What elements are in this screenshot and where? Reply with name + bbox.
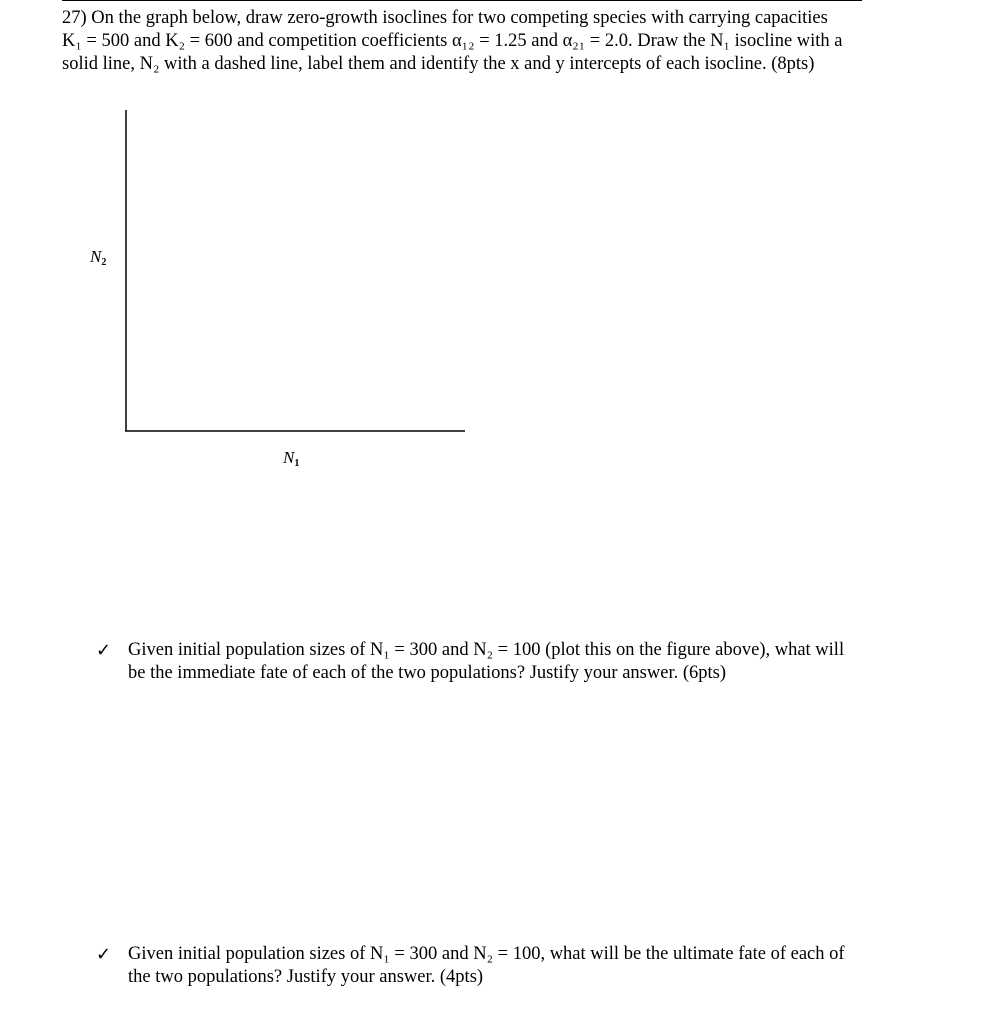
bullet-1-line-2: be the immediate fate of each of the two populations? Justify your answer. (6pts) (128, 663, 726, 683)
bullet-1-line-1: Given initial population sizes of N₁ = 300 and N₂ = 100 (plot this on the figure above), what will (128, 640, 845, 660)
bullet-2-line-2: the two populations? Justify your answer. (4pts) (128, 967, 484, 987)
question-line-3: solid line, N₂ with a dashed line, label them and identify the x and y intercepts of each isocline. (8pts) (62, 54, 815, 74)
x-axis-label: $N_1$ (283, 448, 300, 469)
question-line-2: K₁ = 500 and K₂ = 600 and competition coefficients α₁₂ = 1.25 and α₂₁ = 2.0. Draw the N₁ isocline with a (62, 31, 843, 51)
y-axis-label: $N_2$ (90, 247, 107, 268)
question-line-1: 27) On the graph below, draw zero-growth isoclines for two competing species with carrying capacities (62, 8, 828, 28)
bullet-question-ultimate-fate (128, 943, 845, 989)
bullet-question-immediate-fate (128, 639, 844, 685)
check-mark-icon: ✓ (96, 640, 112, 661)
check-mark-icon: ✓ (96, 944, 112, 965)
bullet-2-line-1: Given initial population sizes of N₁ = 300 and N₂ = 100, what will be the ultimate fate of each of (128, 944, 845, 964)
